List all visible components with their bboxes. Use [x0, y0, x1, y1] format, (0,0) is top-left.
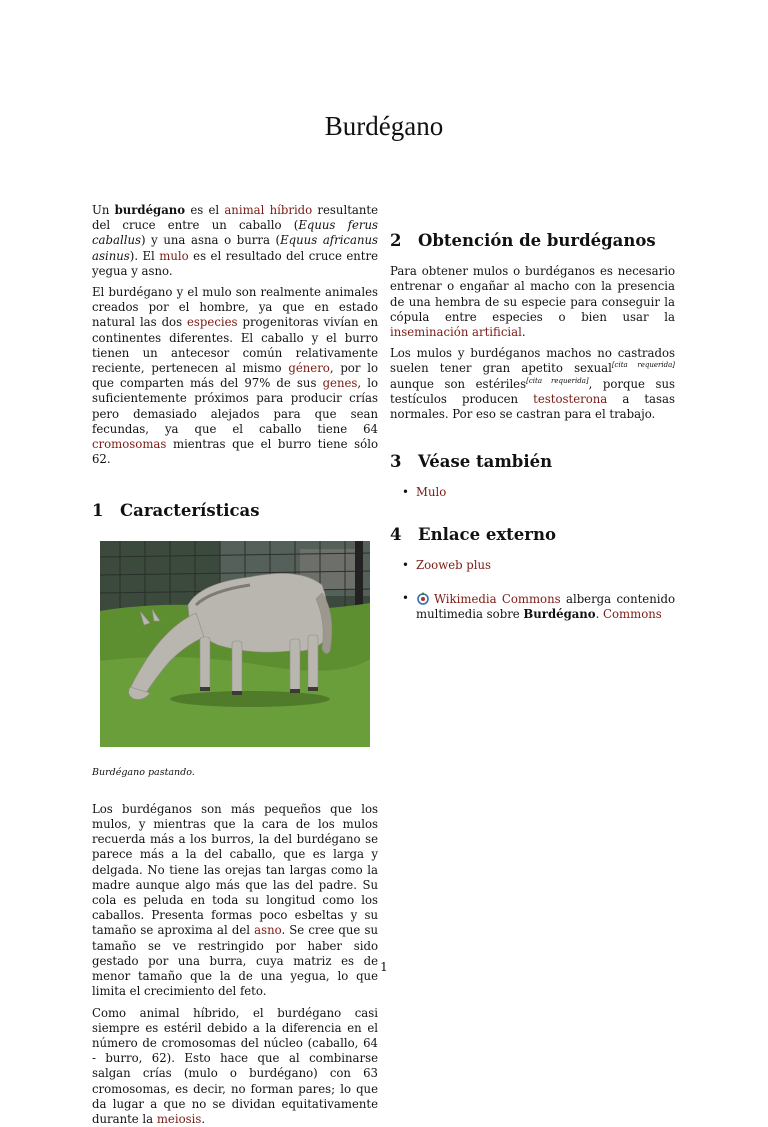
- section-number: 1: [92, 503, 120, 518]
- bold-term: burdégano: [115, 203, 185, 217]
- wikimedia-commons-icon: [416, 591, 430, 605]
- section-title: Obtención de burdéganos: [418, 231, 656, 250]
- scientific-name: Equus africanus asinus: [92, 233, 378, 262]
- list-item: [416, 591, 675, 622]
- commons-text: Wikimedia Commons alberga contenido multimedia sobre Burdégano. Commons: [416, 592, 675, 621]
- wiki-link[interactable]: asno: [254, 923, 281, 937]
- link-mulo[interactable]: Mulo: [416, 485, 446, 499]
- image-caption: Burdégano pastando.: [92, 765, 378, 780]
- wiki-link[interactable]: mulo: [159, 249, 188, 263]
- wiki-link[interactable]: Wikimedia Commons: [434, 592, 561, 606]
- list-item: [416, 485, 675, 500]
- commons-list: [390, 591, 675, 622]
- wiki-link[interactable]: cromosomas: [92, 437, 166, 451]
- wiki-link[interactable]: animal: [224, 203, 264, 217]
- wiki-link[interactable]: testosterona: [533, 392, 607, 406]
- description-paragraph: Los burdéganos son más pequeños que los mulos, y mientras que la cara de los mulos recuerda más a los burros, la del burdégano se parece más a la del caballo, que es larga y delgada. No tiene las orejas tan largas como la madre aunque algo más que las del padre. Su cola es peluda en toda su longitud como los caballos. Presenta formas poco esbeltas y su tamaño se aproxima al del asno. Se cree que su tamaño se ve restringido por haber sido gestado por una burra, cuya matriz es de menor tamaño que la de una yegua, lo que limita el crecimiento del feto.: [92, 802, 378, 1000]
- obtencion-paragraph-1: Para obtener mulos o burdéganos es necesario entrenar o engañar al macho con la presencia de una hembra de su especie para conseguir la cópula entre especies o bien usar la inseminación artificial.: [390, 264, 675, 340]
- section-title: Enlace externo: [418, 525, 556, 544]
- section-heading-vease: [390, 454, 675, 469]
- citation-needed-note: [cita requerida]: [526, 377, 589, 385]
- page-number: 1: [0, 960, 768, 974]
- citation-needed-note: [cita requerida]: [612, 361, 675, 369]
- section-title: Características: [120, 501, 260, 520]
- link-zooweb-plus[interactable]: Zooweb plus: [416, 558, 491, 572]
- wiki-link[interactable]: Commons: [603, 607, 662, 621]
- page-title: Burdégano: [0, 111, 768, 142]
- origin-paragraph: El burdégano y el mulo son realmente animales creados por el hombre, ya que en estado natural las dos especies progenitoras vivían en continentes diferentes. El caballo y el burro tienen un antecesor común relativamente reciente, pertenecen al mismo género, por lo que comparten más del 97% de sus genes, lo suficientemente próximos para producir crías pero demasiado alejados para que sean fecundas, ya que el caballo tiene 64 cromosomas mientras que el burro tiene sólo 62.: [92, 285, 378, 467]
- wiki-link[interactable]: meiosis: [157, 1112, 202, 1126]
- section-heading-obtencion: [390, 233, 675, 248]
- section-number: 4: [390, 527, 418, 542]
- left-column: [92, 203, 378, 1127]
- right-column: [390, 203, 675, 622]
- section-heading-caracteristicas: [92, 503, 378, 518]
- see-also-list: [390, 485, 675, 500]
- intro-paragraph: Un burdégano es el animal híbrido resultante del cruce entre un caballo (Equus ferus caballus) y una asna o burra (Equus africanus asinus). El mulo es el resultado del cruce entre yegua y asno.: [92, 203, 378, 279]
- wiki-link[interactable]: género: [288, 361, 329, 375]
- wiki-link[interactable]: híbrido: [270, 203, 313, 217]
- obtencion-paragraph-2: Los mulos y burdéganos machos no castrados suelen tener gran apetito sexual[cita requerida] aunque son estériles[cita requerida], porque sus testículos producen testosterona a tasas normales. Por eso se castran para el trabajo.: [390, 346, 675, 422]
- section-title: Véase también: [418, 452, 552, 471]
- wiki-link[interactable]: inseminación artificial: [390, 325, 522, 339]
- wiki-link[interactable]: especies: [187, 315, 238, 329]
- grazing-animal-photo: [100, 541, 370, 747]
- bold-term: Burdégano: [523, 607, 595, 621]
- sterility-paragraph: Como animal híbrido, el burdégano casi siempre es estéril debido a la diferencia en el número de cromosomas del núcleo (caballo, 64 - burro, 62). Esto hace que al combinarse salgan crías (mulo o burdégano) con 63 cromosomas, es decir, no forman pares; lo que da lugar a que no se dividan equitativamente durante la meiosis.: [92, 1006, 378, 1127]
- external-links-list: [390, 558, 675, 573]
- section-heading-enlace: [390, 527, 675, 542]
- section-number: 2: [390, 233, 418, 248]
- wiki-link[interactable]: genes: [323, 376, 358, 390]
- scientific-name: Equus ferus caballus: [92, 218, 378, 247]
- section-number: 3: [390, 454, 418, 469]
- list-item: [416, 558, 675, 573]
